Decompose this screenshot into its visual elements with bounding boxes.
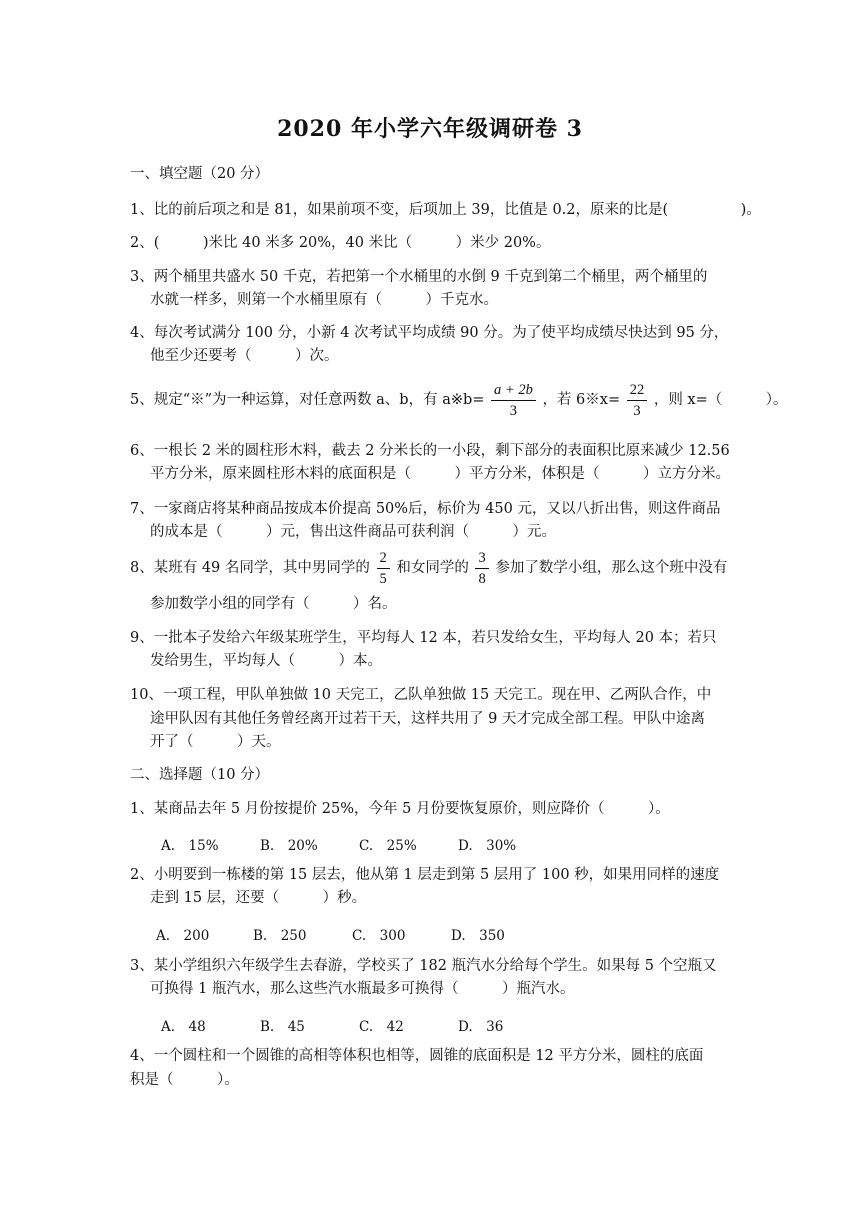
fraction-numerator: a + 2b (491, 380, 536, 401)
choice-1-option-c: C. 25% (359, 838, 417, 854)
question-5-text-mid: ，若 6※x= (542, 392, 621, 408)
question-8-line-1 (130, 546, 740, 590)
question-6-line-2: 平方分米，原来圆柱形木料的底面积是（ ）平方分米，体积是（ ）立方分米。 (150, 466, 730, 482)
choice-2-option-a: A. 200 (156, 928, 210, 944)
fraction-numerator: 22 (627, 380, 648, 401)
choice-question-2-line-1: 2、小明要到一栋楼的第 15 层去，他从第 1 层走到第 5 层用了 100 秒，如果用同样的速度 (130, 867, 720, 883)
question-6-line-1: 6、一根长 2 米的圆柱形木料，截去 2 分米长的一小段，剩下部分的表面积比原来减少 12.56 (130, 443, 730, 459)
question-9-line-1: 9、一批本子发给六年级某班学生，平均每人 12 本，若只发给女生，平均每人 20 本；若只 (130, 630, 717, 646)
choice-3-option-d: D. 36 (458, 1019, 504, 1035)
page-title: 2020 年小学六年级调研卷 3 (277, 116, 583, 142)
question-5 (130, 378, 788, 422)
question-3-line-2: 水就一样多，则第一个水桶里原有（ ）千克水。 (150, 292, 498, 308)
choice-1-option-a: A. 15% (161, 838, 219, 854)
choice-question-2-line-2: 走到 15 层，还要（ ）秒。 (150, 890, 367, 906)
choice-question-3-line-1: 3、某小学组织六年级学生去春游，学校买了 182 瓶汽水分给每个学生。如果每 5 个空瓶又 (130, 958, 717, 974)
fraction-denominator: 3 (633, 402, 641, 419)
fraction-2-over-5 (377, 548, 390, 589)
question-5-text-end: ，则 x=（ ）。 (653, 392, 788, 408)
choice-2-option-d: D. 350 (451, 928, 505, 944)
section-choice-heading: 二、选择题（10 分） (130, 767, 270, 783)
fraction-3-over-8 (475, 548, 488, 589)
question-8-text-mid: 和女同学的 (396, 560, 469, 576)
fraction-a-plus-2b-over-3 (491, 380, 536, 421)
question-8-text-end: 参加了数学小组，那么这个班中没有 (495, 560, 728, 576)
question-4-line-1: 4、每次考试满分 100 分，小新 4 次考试平均成绩 90 分。为了使平均成绩尽快达到 95 分， (130, 325, 729, 341)
choice-question-4-line-1: 4、一个圆柱和一个圆锥的高相等体积也相等，圆锥的底面积是 12 平方分米，圆柱的底面 (130, 1048, 704, 1064)
choice-question-4-line-2: 积是（ ）。 (130, 1072, 239, 1088)
choice-3-option-c: C. 42 (359, 1019, 404, 1035)
question-5-text-start: 5、规定“※”为一种运算，对任意两数 a、b，有 a※b= (130, 392, 485, 408)
question-4-line-2: 他至少还要考（ ）次。 (150, 348, 339, 364)
question-8-text-start: 8、某班有 49 名同学，其中男同学的 (130, 560, 370, 576)
choice-3-option-a: A. 48 (161, 1019, 206, 1035)
choice-question-1: 1、某商品去年 5 月份按提价 25%，今年 5 月份要恢复原价，则应降价（ ）。 (130, 801, 670, 817)
question-8-line-2: 参加数学小组的同学有（ ）名。 (150, 596, 397, 612)
choice-3-option-b: B. 45 (260, 1019, 305, 1035)
section-fill-in-heading: 一、填空题（20 分） (130, 166, 270, 182)
fraction-22-over-3 (627, 380, 648, 421)
fraction-denominator: 8 (478, 570, 486, 587)
fraction-denominator: 5 (379, 570, 387, 587)
question-7-line-1: 7、一家商店将某种商品按成本价提高 50%后，标价为 450 元，又以八折出售，则这件商品 (130, 501, 721, 517)
question-7-line-2: 的成本是（ ）元，售出这件商品可获利润（ ）元。 (150, 524, 556, 540)
question-10-line-2: 途甲队因有其他任务曾经离开过若干天，这样共用了 9 天才完成全部工程。甲队中途离 (150, 711, 705, 727)
choice-1-option-d: D. 30% (458, 838, 517, 854)
question-3-line-1: 3、两个桶里共盛水 50 千克，若把第一个水桶里的水倒 9 千克到第二个桶里，两个桶里的 (130, 269, 708, 285)
choice-question-3-line-2: 可换得 1 瓶汽水，那么这些汽水瓶最多可换得（ ）瓶汽水。 (150, 981, 575, 997)
choice-2-option-c: C. 300 (352, 928, 406, 944)
fraction-numerator: 3 (475, 548, 488, 569)
question-10-line-1: 10、一项工程，甲队单独做 10 天完工，乙队单独做 15 天完工。现在甲、乙两队合作，中 (130, 687, 712, 703)
question-9-line-2: 发给男生，平均每人（ ）本。 (150, 653, 382, 669)
choice-1-option-b: B. 20% (260, 838, 318, 854)
question-1: 1、比的前后项之和是 81，如果前项不变，后项加上 39，比值是 0.2，原来的比是( )。 (130, 202, 761, 218)
choice-2-option-b: B. 250 (253, 928, 307, 944)
question-2: 2、( )米比 40 米多 20%，40 米比（ ）米少 20%。 (130, 235, 551, 251)
question-10-line-3: 开了（ ）天。 (150, 734, 281, 750)
fraction-numerator: 2 (377, 548, 390, 569)
fraction-denominator: 3 (509, 402, 518, 419)
